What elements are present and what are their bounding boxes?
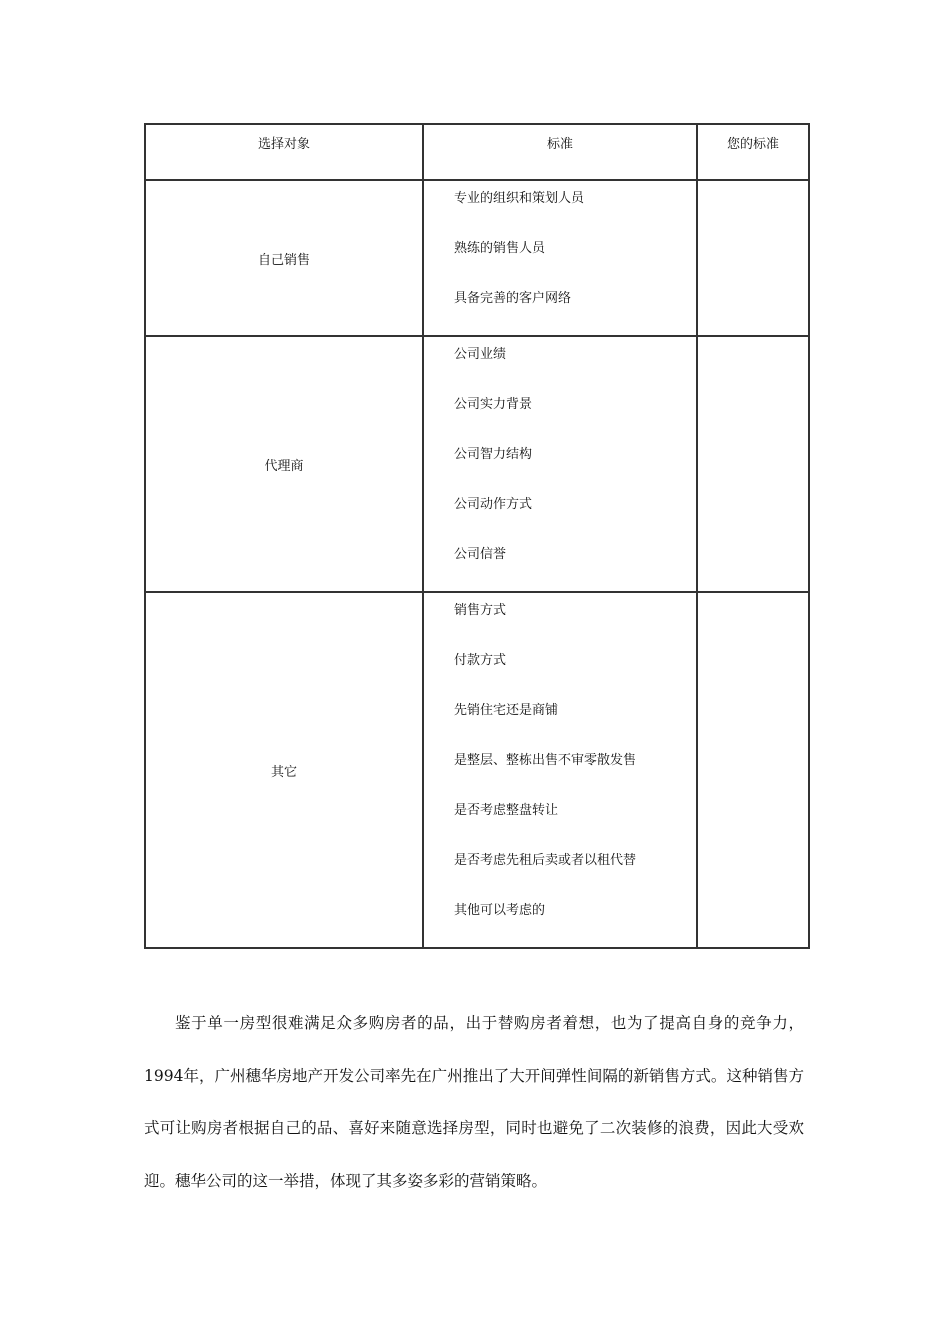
table-row: [145, 336, 809, 592]
selection-criteria-table: [144, 123, 810, 949]
criteria-item: 公司信誉: [454, 547, 507, 562]
table-header-row: [145, 124, 809, 180]
criteria-item: 熟练的销售人员: [454, 241, 546, 256]
criteria-item: 是否考虑先租后卖或者以租代替: [454, 853, 637, 868]
criteria-item: 公司动作方式: [454, 497, 533, 512]
header-selection-object: 选择对象: [145, 124, 423, 180]
row-criteria-list: [423, 180, 697, 336]
criteria-item: 其他可以考虑的: [454, 903, 546, 918]
body-paragraph: 鉴于单一房型很难满足众多购房者的品，出于替购房者着想，也为了提高自身的竞争力，1994年，广州穗华房地产开发公司率先在广州推出了大开间弹性间隔的新销售方式。这种销售方式可让购房者根据自己的品、喜好来随意选择房型，同时也避免了二次装修的浪费，因此大受欢迎。穗华公司的这一举措，体现了其多姿多彩的营销策略。: [144, 1014, 804, 1190]
header-your-criteria: 您的标准: [697, 124, 809, 180]
row-your-criteria-cell: [697, 180, 809, 336]
criteria-item: 销售方式: [454, 603, 507, 618]
criteria-item: 公司实力背景: [454, 397, 533, 412]
criteria-item: 付款方式: [454, 653, 507, 668]
criteria-item: 公司业绩: [454, 347, 507, 362]
criteria-item: 是整层、整栋出售不审零散发售: [454, 753, 637, 768]
criteria-item: 公司智力结构: [454, 447, 533, 462]
criteria-item: 专业的组织和策划人员: [454, 191, 585, 206]
row-your-criteria-cell: [697, 336, 809, 592]
criteria-item: 是否考虑整盘转让: [454, 803, 559, 818]
row-your-criteria-cell: [697, 592, 809, 948]
header-criteria: 标准: [423, 124, 697, 180]
criteria-item: 先销住宅还是商铺: [454, 703, 559, 718]
row-criteria-list: [423, 336, 697, 592]
row-object-agent: 代理商: [145, 336, 423, 592]
table-row: [145, 180, 809, 336]
criteria-item: 具备完善的客户网络: [454, 291, 572, 306]
row-criteria-list: [423, 592, 697, 948]
row-object-self-sales: 自己销售: [145, 180, 423, 336]
row-object-other: 其它: [145, 592, 423, 948]
table-row: [145, 592, 809, 948]
